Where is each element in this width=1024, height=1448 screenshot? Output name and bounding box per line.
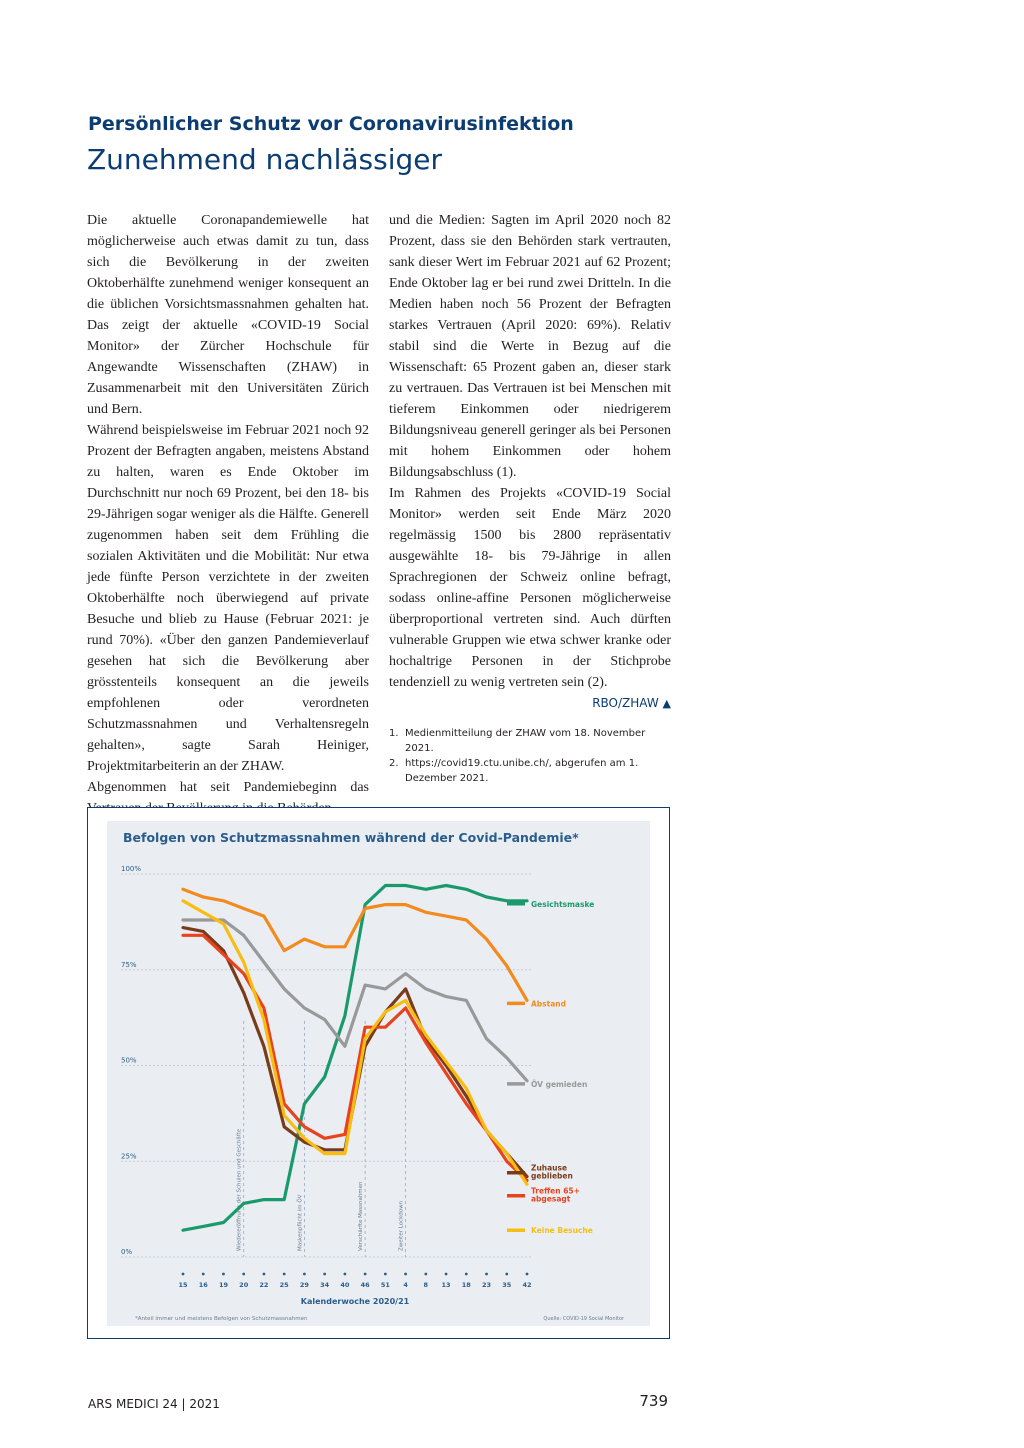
x-tick-dot (445, 1273, 448, 1276)
x-tick-label: 19 (218, 1281, 228, 1289)
x-tick-dot (364, 1273, 367, 1276)
x-tick-dot (303, 1273, 306, 1276)
reference-item (389, 756, 671, 786)
reference-text: Medienmitteilung der ZHAW vom 18. November 2021. (405, 728, 646, 754)
y-tick-label: 75% (121, 960, 137, 969)
x-tick-dot (182, 1273, 185, 1276)
x-tick-dot (202, 1273, 205, 1276)
x-tick-dot (384, 1273, 387, 1276)
x-tick-label: 18 (461, 1281, 471, 1289)
series-line (183, 886, 527, 1231)
x-tick-label: 40 (340, 1281, 350, 1289)
x-tick-dot (263, 1273, 266, 1276)
series-line (183, 901, 527, 1184)
article-kicker: Persönlicher Schutz vor Coronavirusinfektion (88, 113, 574, 135)
x-tick-label: 35 (502, 1281, 512, 1289)
event-marker-label: Zweiter Lockdown (398, 1200, 405, 1251)
reference-number: 1. (389, 728, 399, 739)
chart-title: Befolgen von Schutzmassnahmen während der Covid-Pandemie* (123, 830, 579, 845)
x-tick-label: 4 (403, 1281, 408, 1289)
x-tick-dot (505, 1273, 508, 1276)
x-tick-label: 34 (320, 1281, 330, 1289)
event-marker-label: Verschärfte Massnahmen (358, 1181, 365, 1251)
legend-label: Treffen 65+ abgesagt (531, 1186, 580, 1204)
x-tick-dot (485, 1273, 488, 1276)
reference-text: https://covid19.ctu.unibe.ch/, abgerufen am 1. Dezember 2021. (405, 758, 639, 784)
legend-label: Abstand (531, 999, 566, 1009)
y-tick-label: 100% (121, 865, 142, 873)
reference-list (389, 726, 671, 786)
y-tick-label: 0% (121, 1248, 133, 1256)
x-tick-dot (465, 1273, 468, 1276)
x-tick-label: 29 (299, 1281, 309, 1289)
chart-figure (87, 807, 670, 1339)
legend-label: Zuhause geblieben (531, 1163, 573, 1181)
paragraph: Die aktuelle Coronapandemiewelle hat möglicherweise auch etwas damit zu tun, dass sich die Bevölkerung in der zweiten Oktoberhälfte zunehmend weniger konsequent an die üblichen Vorsichtsmassnahmen gehalten hat. Das zeigt der aktuelle «COVID-19 Social Monitor» der Zürcher Hochschule für Angewandte Wissenschaften (ZHAW) in Zusammenarbeit mit den Universitäten Zürich und Bern. (87, 213, 369, 417)
legend-label: Keine Besuche (531, 1226, 593, 1236)
chart-panel (107, 821, 650, 1326)
x-tick-dot (242, 1273, 245, 1276)
legend-label: ÖV gemieden (531, 1079, 588, 1089)
author-credit (389, 693, 671, 714)
x-tick-dot (526, 1273, 529, 1276)
paragraph: und die Medien: Sagten im April 2020 noch 82 Prozent, dass sie den Behörden stark vertrauten, sank dieser Wert im Februar 2021 auf 62 Prozent; Ende Oktober lag er bei rund zwei Dritteln. In die Medien haben noch 56 Prozent der Befragten starkes Vertrauen (April 2020: 69%). Relativ stabil sind die Werte in Bezug auf die Wissenschaft: 65 Prozent gaben an, dieser stark zu vertrauen. Das Vertrauen ist bei Menschen mit tieferem Einkommen oder niedrigerem Bildungsniveau generell geringer als bei Personen mit hohem Einkommen oder hohem Bildungsabschluss (1). (389, 213, 671, 480)
paragraph: Während beispielsweise im Februar 2021 noch 92 Prozent der Befragten angaben, meistens Abstand zu halten, waren es Ende Oktober im Durchschnitt nur noch 69 Prozent, bei den 18- bis 29-Jährigen sogar weniger als die Hälfte. Generell zugenommen haben seit dem Frühling die sozialen Aktivitäten und die Mobilität: Nur etwa jede fünfte Person verzichtete in der zweiten Oktoberhälfte noch überwiegend auf private Besuche und blieb zu Hause (Februar 2021: je rund 70%). «Über den ganzen Pandemieverlauf gesehen hat sich die Bevölkerung aber grösstenteils konsequent an die jeweils empfohlenen oder verordneten Schutzmassnahmen und Verhaltensregeln gehalten», sagte Sarah Heiniger, Projektmitarbeiterin an der ZHAW. (87, 423, 369, 774)
chart-footnote: *Anteil immer und meistens Befolgen von Schutzmassnahmen (135, 1316, 308, 1322)
text-column-right (389, 210, 671, 786)
chart-source: Quelle: COVID-19 Social Monitor (543, 1316, 624, 1322)
x-tick-label: 16 (198, 1281, 208, 1289)
event-marker-label: Maskenpflicht im ÖV (297, 1194, 304, 1251)
page-number: 739 (639, 1392, 668, 1410)
y-tick-label: 25% (121, 1152, 137, 1161)
journal-footer: ARS MEDICI 24 | 2021 (88, 1397, 220, 1411)
credit-text: RBO/ZHAW (592, 696, 659, 710)
event-marker-label: Wiedereröffnung der Schulen und Geschäfte (236, 1128, 243, 1251)
x-tick-dot (343, 1273, 346, 1276)
x-tick-dot (222, 1273, 225, 1276)
article-title: Zunehmend nachlässiger (87, 143, 443, 176)
x-tick-label: 22 (259, 1281, 269, 1289)
x-tick-label: 51 (380, 1281, 390, 1289)
x-tick-label: 15 (178, 1281, 188, 1289)
y-tick-label: 50% (121, 1056, 137, 1065)
x-tick-label: 20 (239, 1281, 249, 1289)
triangle-up-icon: ▲ (662, 697, 671, 710)
x-tick-label: 25 (279, 1281, 289, 1289)
x-tick-dot (283, 1273, 286, 1276)
paragraph: Im Rahmen des Projekts «COVID-19 Social Monitor» werden seit Ende März 2020 regelmässig 1500 bis 2800 repräsentativ ausgewählte 18- bis 79-Jährige in allen Sprachregionen der Schweiz online befragt, sodass online-affine Personen möglicherweise überproportional vertreten sind. Auch dürften vulnerable Gruppen wie etwa schwer kranke oder hochaltrige Personen in der Stichprobe tendenziell zu wenig vertreten sein (2). (389, 486, 671, 690)
reference-item (389, 726, 671, 756)
x-tick-label: 42 (522, 1281, 532, 1289)
x-axis-label: Kalenderwoche 2020/21 (300, 1297, 410, 1306)
x-tick-label: 8 (423, 1281, 429, 1289)
legend-label: Gesichtsmaske (531, 899, 595, 909)
x-tick-dot (404, 1273, 407, 1276)
x-tick-dot (323, 1273, 326, 1276)
x-tick-dot (424, 1273, 427, 1276)
x-tick-label: 23 (482, 1281, 492, 1289)
x-tick-label: 13 (441, 1281, 451, 1289)
reference-number: 2. (389, 758, 399, 769)
text-column-left (87, 210, 369, 819)
line-chart (107, 821, 650, 1326)
paragraph: Abgenommen hat seit Pandemiebeginn das (87, 780, 369, 795)
x-tick-label: 46 (360, 1281, 370, 1289)
